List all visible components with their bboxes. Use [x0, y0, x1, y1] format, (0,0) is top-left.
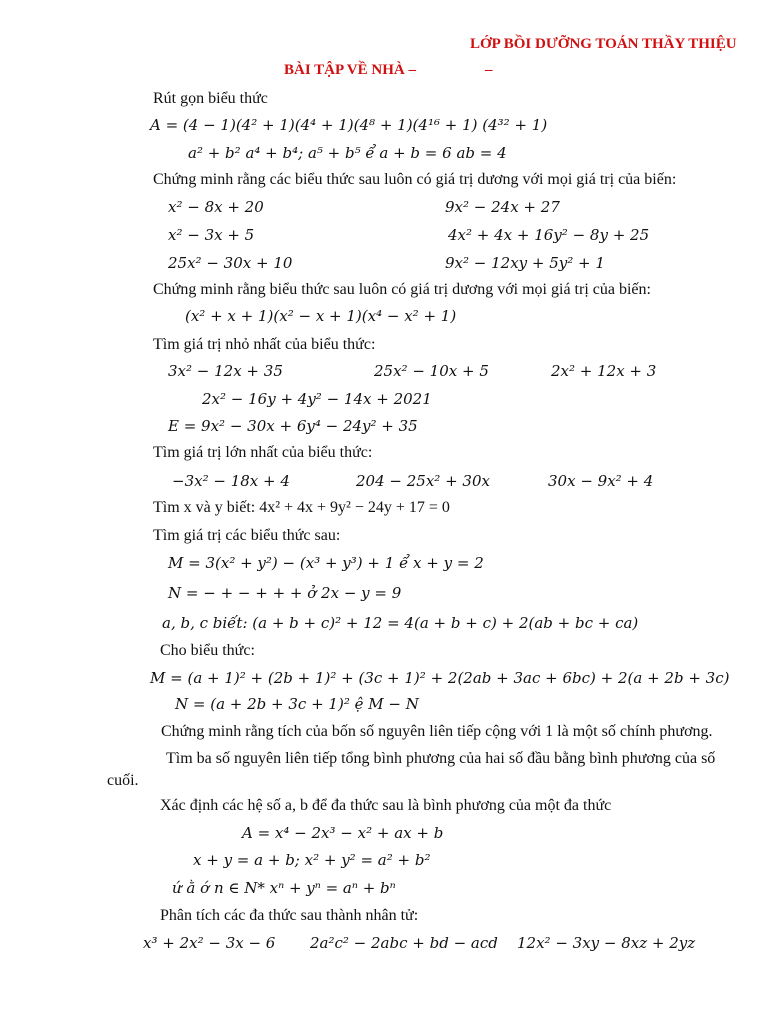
math-expression: A = (4 − 1)(4² + 1)(4⁴ + 1)(4⁸ + 1)(4¹⁶ + 1) (4³² + 1)	[150, 116, 548, 134]
exercise-heading: Tìm ba số nguyên liên tiếp tổng bình phương của hai số đầu bằng bình phương của số	[166, 750, 716, 767]
exercise-heading: Tìm giá trị các biểu thức sau:	[153, 527, 341, 544]
math-expression: N = − + − + + + ở 2x − y = 9	[168, 584, 402, 602]
exercise-heading: Tìm giá trị nhỏ nhất của biểu thức:	[153, 336, 376, 353]
math-expression: x³ + 2x² − 3x − 6	[143, 934, 276, 952]
exercise-heading: Tìm x và y biết: 4x² + 4x + 9y² − 24y + 17 = 0	[153, 499, 450, 516]
school-header: LỚP BỒI DƯỠNG TOÁN THẦY THIỆU	[470, 36, 737, 52]
exercise-heading: Xác định các hệ số a, b để đa thức sau là bình phương của một đa thức	[160, 797, 612, 814]
math-expression: M = (a + 1)² + (2b + 1)² + (3c + 1)² + 2(2ab + 3ac + 6bc) + 2(a + 2b + 3c)	[150, 669, 730, 687]
exercise-heading: Chứng minh rằng tích của bốn số nguyên liên tiếp cộng với 1 là một số chính phương.	[161, 723, 713, 740]
math-expression: 4x² + 4x + 16y² − 8y + 25	[448, 226, 650, 244]
math-expression: 2a²c² − 2abc + bd − acd	[310, 934, 498, 952]
title-dash: –	[485, 62, 493, 78]
document-title: BÀI TẬP VỀ NHÀ –	[284, 62, 416, 78]
math-expression: x² − 3x + 5	[168, 226, 255, 244]
math-expression: 2x² − 16y + 4y² − 14x + 2021	[202, 390, 432, 408]
math-expression: (x² + x + 1)(x² − x + 1)(x⁴ − x² + 1)	[185, 307, 457, 325]
exercise-heading: Tìm giá trị lớn nhất của biểu thức:	[153, 444, 373, 461]
exercise-heading: Chứng minh rằng các biểu thức sau luôn có giá trị dương với mọi giá trị của biến:	[153, 171, 677, 188]
exercise-heading: Cho biểu thức:	[160, 642, 255, 659]
math-expression: E = 9x² − 30x + 6y⁴ − 24y² + 35	[168, 417, 418, 435]
exercise-text: cuối.	[107, 772, 139, 789]
math-expression: 25x² − 30x + 10	[168, 254, 293, 272]
math-expression: a, b, c biết: (a + b + c)² + 12 = 4(a + b + c) + 2(ab + bc + ca)	[162, 614, 639, 632]
math-expression: −3x² − 18x + 4	[172, 472, 290, 490]
math-expression: a² + b² a⁴ + b⁴; a⁵ + b⁵ ể a + b = 6 ab = 4	[188, 144, 507, 162]
math-expression: 9x² − 12xy + 5y² + 1	[445, 254, 605, 272]
exercise-heading: Chứng minh rằng biểu thức sau luôn có giá trị dương với mọi giá trị của biến:	[153, 281, 651, 298]
exercise-heading: Phân tích các đa thức sau thành nhân tử:	[160, 907, 419, 924]
math-expression: 12x² − 3xy − 8xz + 2yz	[517, 934, 696, 952]
math-expression: 30x − 9x² + 4	[548, 472, 654, 490]
math-expression: 2x² + 12x + 3	[551, 362, 657, 380]
math-expression: N = (a + 2b + 3c + 1)² ệ M − N	[175, 695, 419, 713]
math-expression: 9x² − 24x + 27	[445, 198, 560, 216]
math-expression: 204 − 25x² + 30x	[356, 472, 490, 490]
math-expression: M = 3(x² + y²) − (x³ + y³) + 1 ể x + y = 2	[168, 554, 484, 572]
exercise-heading: Rút gọn biểu thức	[153, 90, 268, 107]
math-expression: 3x² − 12x + 35	[168, 362, 283, 380]
math-expression: A = x⁴ − 2x³ − x² + ax + b	[242, 824, 444, 842]
math-expression: x + y = a + b; x² + y² = a² + b²	[193, 851, 431, 869]
math-expression: ứ ằ ớ n ∈ N* xⁿ + yⁿ = aⁿ + bⁿ	[172, 879, 396, 897]
math-expression: x² − 8x + 20	[168, 198, 264, 216]
math-expression: 25x² − 10x + 5	[374, 362, 489, 380]
